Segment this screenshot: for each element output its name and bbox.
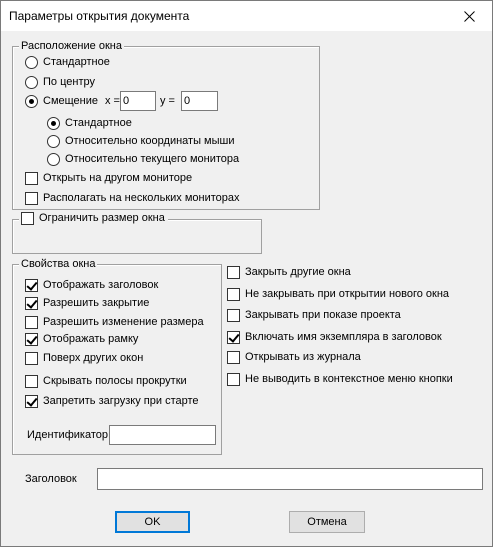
radio-standard-indicator[interactable] (25, 56, 38, 69)
close-icon (464, 11, 475, 22)
radio-offset-mode-mouse-indicator[interactable] (47, 135, 60, 148)
properties-legend: Свойства окна (21, 258, 96, 270)
close-button[interactable] (446, 1, 492, 31)
right-option-box[interactable] (227, 351, 240, 364)
right-option-label: Включать имя экземпляра в заголовок (245, 331, 442, 343)
checkbox-multi-monitor-label: Располагать на нескольких мониторах (43, 192, 240, 204)
prop-item-label: Отображать заголовок (43, 279, 159, 291)
right-option[interactable] (227, 349, 361, 365)
y-offset-input[interactable] (181, 91, 218, 111)
prop-item-label: Отображать рамку (43, 333, 139, 345)
right-option-label: Закрыть другие окна (245, 266, 351, 278)
checkbox-multi-monitor-box[interactable] (25, 192, 38, 205)
prop-item[interactable] (25, 350, 143, 366)
right-option-box[interactable] (227, 309, 240, 322)
checkbox-multi-monitor[interactable] (25, 190, 240, 206)
y-label: y = (160, 95, 175, 107)
prop-item-box[interactable] (25, 297, 38, 310)
prop-item[interactable] (25, 277, 158, 293)
radio-center-indicator[interactable] (25, 76, 38, 89)
prop-item-box[interactable] (25, 395, 38, 408)
identifier-input[interactable] (109, 425, 216, 445)
prop-item-box[interactable] (25, 333, 38, 346)
prop-item-box[interactable] (25, 352, 38, 365)
right-option[interactable] (227, 329, 442, 345)
checkbox-other-monitor-label: Открыть на другом мониторе (43, 172, 193, 184)
checkbox-limit-size-label: Ограничить размер окна (39, 212, 165, 224)
right-option-label: Открывать из журнала (245, 351, 361, 363)
right-option-label: Не закрывать при открытии нового окна (245, 288, 450, 300)
right-option-label: Не выводить в контекстное меню кнопки (245, 373, 453, 385)
cancel-button[interactable]: Отмена (289, 511, 365, 533)
x-offset-input[interactable] (120, 91, 156, 111)
checkbox-other-monitor-box[interactable] (25, 172, 38, 185)
title-bar (1, 1, 492, 31)
right-option[interactable] (227, 286, 449, 302)
prop-item-label: Разрешить закрытие (43, 297, 150, 309)
x-label: x = (105, 95, 120, 107)
right-option[interactable] (227, 371, 453, 387)
prop-item-label: Скрывать полосы прокрутки (43, 375, 187, 387)
prop-item[interactable] (25, 373, 187, 389)
right-option-box[interactable] (227, 288, 240, 301)
radio-offset-mode-monitor-label: Относительно текущего монитора (65, 153, 240, 165)
prop-item[interactable] (25, 331, 138, 347)
prop-item[interactable] (25, 393, 199, 409)
radio-center-label: По центру (43, 76, 95, 88)
ok-button[interactable]: OK (115, 511, 190, 533)
prop-item[interactable] (25, 314, 204, 330)
prop-item-label: Запретить загрузку при старте (43, 395, 199, 407)
radio-offset-mode-monitor-indicator[interactable] (47, 153, 60, 166)
checkbox-other-monitor[interactable] (25, 170, 192, 186)
right-option-box[interactable] (227, 331, 240, 344)
checkbox-limit-size[interactable] (19, 210, 168, 226)
prop-item[interactable] (25, 295, 149, 311)
radio-offset-mode-mouse-label: Относительно координаты мыши (65, 135, 235, 147)
prop-item-box[interactable] (25, 316, 38, 329)
caption-label: Заголовок (25, 473, 77, 485)
radio-offset[interactable] (25, 93, 98, 109)
radio-offset-mode-mouse[interactable] (47, 133, 235, 149)
right-option-label: Закрывать при показе проекта (245, 309, 401, 321)
window-title: Параметры открытия документа (9, 9, 190, 23)
radio-offset-indicator[interactable] (25, 95, 38, 108)
identifier-label: Идентификатор (27, 429, 108, 441)
radio-offset-label: Смещение (43, 95, 99, 107)
placement-legend: Расположение окна (21, 40, 122, 52)
prop-item-box[interactable] (25, 375, 38, 388)
right-option-box[interactable] (227, 266, 240, 279)
checkbox-limit-size-box[interactable] (21, 212, 34, 225)
radio-standard[interactable] (25, 54, 110, 70)
right-option[interactable] (227, 307, 401, 323)
right-option-box[interactable] (227, 373, 240, 386)
radio-offset-mode-monitor[interactable] (47, 151, 239, 167)
prop-item-label: Поверх других окон (43, 352, 144, 364)
right-option[interactable] (227, 264, 351, 280)
radio-standard-label: Стандартное (43, 56, 110, 68)
radio-offset-mode-standard[interactable] (47, 115, 132, 131)
prop-item-label: Разрешить изменение размера (43, 316, 204, 328)
radio-offset-mode-standard-label: Стандартное (65, 117, 132, 129)
radio-offset-mode-standard-indicator[interactable] (47, 117, 60, 130)
caption-input[interactable] (97, 468, 483, 490)
prop-item-box[interactable] (25, 279, 38, 292)
radio-center[interactable] (25, 74, 95, 90)
